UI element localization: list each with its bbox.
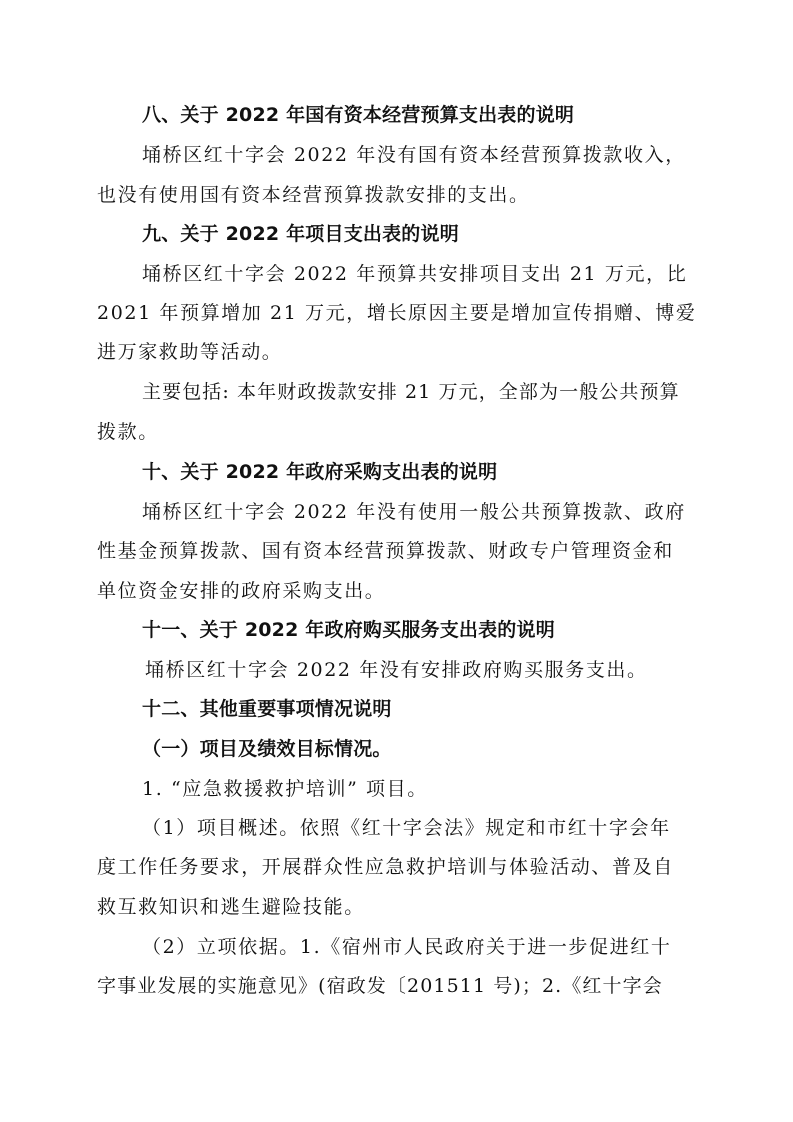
section-9-line-1: 埇桥区红十字会 2022 年预算共安排项目支出 21 万元，比 bbox=[142, 263, 688, 285]
section-9-line-3: 进万家救助等活动。 bbox=[97, 341, 283, 363]
section-9-heading: 九、关于 2022 年项目支出表的说明 bbox=[142, 223, 459, 245]
section-12-line-4: 救互救知识和逃生避险技能。 bbox=[97, 896, 365, 918]
section-12-line-6: 字事业发展的实施意见》(宿政发〔201511 号)；2.《红十字会 bbox=[97, 975, 663, 997]
section-12-line-3: 度工作任务要求，开展群众性应急救护培训与体验活动、普及自 bbox=[97, 856, 674, 878]
section-12-line-2: （1）项目概述。依照《红十字会法》规定和市红十字会年 bbox=[142, 817, 671, 839]
section-9-line-2: 2021 年预算增加 21 万元，增长原因主要是增加宣传捐赠、博爱 bbox=[97, 302, 697, 324]
section-10-line-3: 单位资金安排的政府采购支出。 bbox=[97, 580, 386, 602]
section-12-line-1: 1. “应急救援救护培训” 项目。 bbox=[142, 778, 428, 800]
section-10-heading: 十、关于 2022 年政府采购支出表的说明 bbox=[142, 461, 498, 483]
section-12-subheading: （一）项目及绩效目标情况。 bbox=[142, 738, 392, 760]
section-12-line-5: （2）立项依据。1.《宿州市人民政府关于进一步促进红十 bbox=[142, 936, 672, 958]
section-8-line-2: 也没有使用国有资本经营预算拨款安排的支出。 bbox=[97, 184, 530, 206]
section-11-heading: 十一、关于 2022 年政府购买服务支出表的说明 bbox=[142, 619, 555, 641]
section-11-line-1: 埇桥区红十字会 2022 年没有安排政府购买服务支出。 bbox=[145, 659, 648, 681]
section-10-line-2: 性基金预算拨款、国有资本经营预算拨款、财政专户管理资金和 bbox=[97, 540, 674, 562]
section-9-line-4: 主要包括: 本年财政拨款安排 21 万元，全部为一般公共预算 bbox=[142, 381, 680, 403]
section-9-line-5: 拨款。 bbox=[97, 421, 159, 443]
section-8-line-1: 埇桥区红十字会 2022 年没有国有资本经营预算拨款收入， bbox=[142, 144, 686, 166]
section-12-heading: 十二、其他重要事项情况说明 bbox=[142, 698, 392, 720]
section-10-line-1: 埇桥区红十字会 2022 年没有使用一般公共预算拨款、政府 bbox=[142, 501, 686, 523]
section-8-heading: 八、关于 2022 年国有资本经营预算支出表的说明 bbox=[142, 104, 575, 126]
